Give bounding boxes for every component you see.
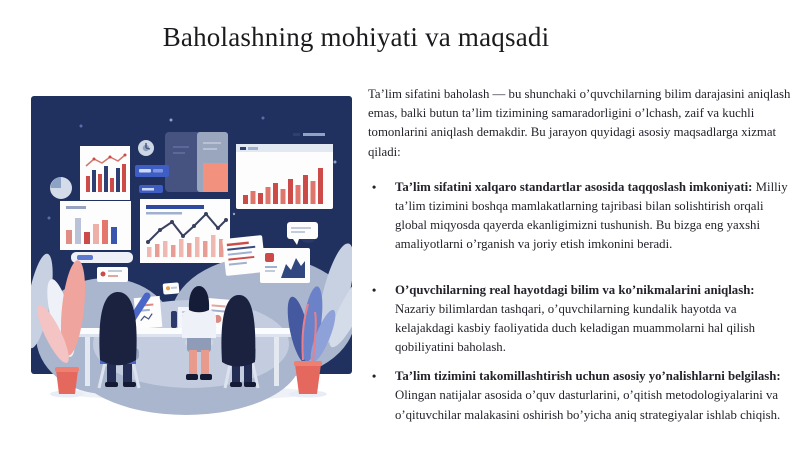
intro-paragraph: Ta’lim sifatini baholash — bu shunchaki o’quvchilarning bilim darajasini aniqlash emas, balki butun ta’lim tizimining samaradorligini o’lchash, zaif va kuchli tomonlarini aniqlash demakdir. Bu jarayon quyidagi asosiy maqsadlarga xizmat qiladi: [368,87,791,159]
bullet-list [368,178,792,425]
bullet-1-title: Ta’lim sifatini xalqaro standartlar asosida taqqoslash imkoniyati: [395,179,753,194]
bullet-marker: • [372,179,377,194]
slide-body [368,85,792,425]
bullet-item-1 [368,178,792,255]
note-chip-left [97,267,128,282]
bar-chart-panel-small [80,146,130,200]
bullet-item-2 [368,281,792,358]
folder-icon [165,132,228,192]
report-card [222,235,266,276]
analytics-illustration [31,96,352,443]
browser-chart-window [236,133,333,209]
bottle [171,311,177,328]
progress-bar-shelf [71,252,133,263]
mini-dashboard-card [260,248,310,283]
bar-chart-panel-left [60,201,131,250]
note-chip-middle [163,282,180,294]
bullet-3-title: Ta’lim tizimini takomillashtirish uchun asosiy yo’nalishlarni belgilash: [395,369,781,384]
clock-icon [138,140,154,156]
bullet-2-body: Nazariy bilimlardan tashqari, o’quvchilarning kundalik hayotda va kelajakdagi kasbiy faoliyatida duch keladigan muammolarni hal qilish qobiliyatini baholash. [395,301,755,355]
bullet-marker: • [372,282,377,297]
sticky-note [203,163,228,192]
bullet-3-body: Olingan natijalar asosida o’quv dasturlarini, o’qitish metodologiyalarini va o’qituvchilar malakasini oshirish bo’yicha aniq strategiyalar ishlab chiqish. [395,388,781,422]
bullet-marker: • [372,369,377,384]
line-chart-panel-center [140,199,230,263]
bullet-2-title: O’quvchilarning real hayotdagi bilim va ko’nikmalarini aniqlash: [395,282,755,297]
slide-title: Baholashning mohiyati va maqsadi [162,22,550,52]
bullet-1-body: Milliy ta’lim tizimini boshqa mamlakatlarning tajribasi bilan solishtirish orqali global miqyosda qayerda ekanligimizni tushunish. Bu bizga eng yaxshi amaliyotlarni o’rganish va joriy etish imkonini beradi. [395,179,788,252]
pie-chart-icon [50,177,72,199]
bullet-item-3 [368,367,792,425]
